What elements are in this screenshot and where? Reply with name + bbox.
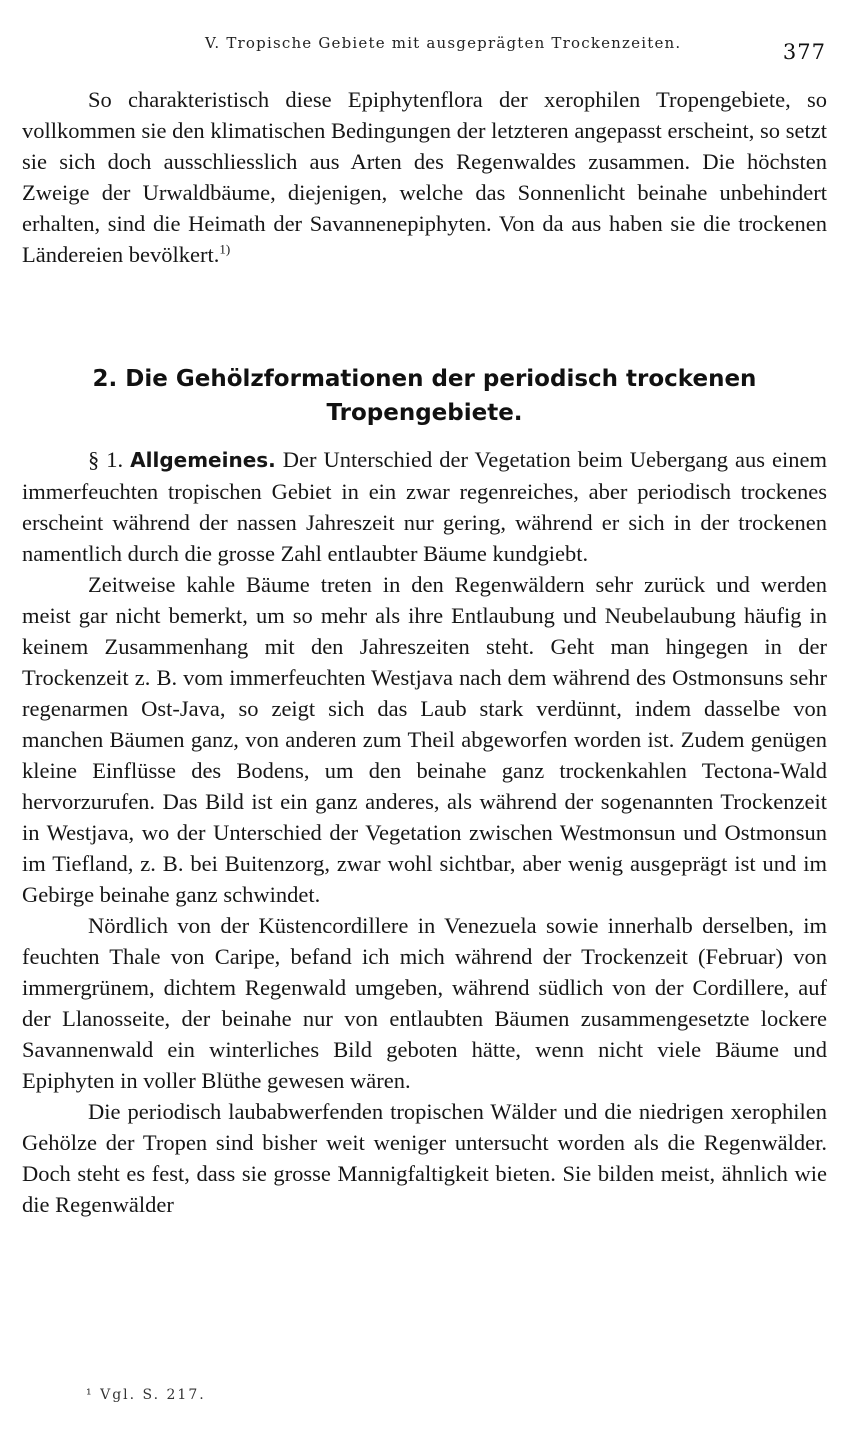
paragraph-text: So charakteristisch diese Epiphytenflora der xerophilen Tropengebiete, so vollkommen sie den klimatischen Bedingungen der letzteren angepasst erscheint, so setzt sie sich doch ausschliesslich aus Arten des Regenwaldes zusammen. Die höchsten Zweige der Urwaldbäume, diejenigen, welche das Sonnenlicht beinahe unbehindert erhalten, sind die Heimath der Savannenepiphyten. Von da aus haben sie die trockenen Ländereien bevölkert. xyxy=(22,87,827,267)
paragraph xyxy=(22,444,827,569)
paragraph xyxy=(22,569,827,910)
footnote-marker: ¹ xyxy=(86,1387,94,1403)
paragraph xyxy=(22,910,827,1096)
paragraph-text: Zeitweise kahle Bäume treten in den Regenwäldern sehr zurück und werden meist gar nicht bemerkt, um so mehr als ihre Entlaubung und Neubelaubung häufig in keinem Zusammenhang mit den Jahreszeiten steht. Geht man hingegen in der Trockenzeit z. B. vom immerfeuchten Westjava nach dem während des Ostmonsuns sehr regenarmen Ost-Java, so zeigt sich das Laub stark verdünnt, indem dasselbe von manchen Bäumen ganz, von anderen zum Theil abgeworfen worden ist. Zudem genügen kleine Einflüsse des Bodens, um den beinahe ganz trockenkahlen Tectona-Wald hervorzurufen. Das Bild ist ein ganz anderes, als während der sogenannten Trockenzeit in Westjava, wo der Unterschied der Vegetation zwischen Westmonsun und Ostmonsun im Tiefland, z. B. bei Buitenzorg, zwar wohl sichtbar, aber wenig ausgeprägt ist und im Gebirge beinahe ganz schwindet. xyxy=(22,572,827,907)
section-body xyxy=(22,444,827,1220)
paragraph-text: Nördlich von der Küstencordillere in Venezuela sowie innerhalb derselben, im feuchten Thale von Caripe, befand ich mich während der Trockenzeit (Februar) von immergrünem, dichtem Regenwald umgeben, während südlich von der Cordillere, auf der Llanosseite, der beinahe nur von entlaubten Bäumen zusammengesetzte lockere Savannenwald ein winterliches Bild geboten hätte, wenn nicht viele Bäume und Epiphyten in voller Blüthe gewesen wären. xyxy=(22,913,827,1093)
section-heading xyxy=(22,362,827,430)
subsection-title: Allgemeines. xyxy=(130,448,276,472)
paragraph xyxy=(22,1096,827,1220)
intro-paragraph-block xyxy=(22,84,827,270)
paragraph xyxy=(22,84,827,270)
footnote-reference: 1) xyxy=(219,241,231,257)
footnote xyxy=(86,1387,206,1403)
footnote-text: Vgl. S. 217. xyxy=(100,1387,206,1403)
running-title: V. Tropische Gebiete mit ausgeprägten Trockenzeiten. xyxy=(205,34,682,52)
paragraph-text: Die periodisch laubabwerfenden tropischen Wälder und die niedrigen xerophilen Gehölze der Tropen sind bisher weit weniger untersucht worden als die Regenwälder. Doch steht es fest, dass sie grosse Mannigfaltigkeit bieten. Sie bilden meist, ähnlich wie die Regenwälder xyxy=(22,1099,827,1217)
section-heading-line-1: 2. Die Gehölzformationen der periodisch trockenen xyxy=(92,366,757,392)
page-number: 377 xyxy=(782,40,826,64)
section-marker: § 1. xyxy=(88,447,124,472)
paragraph-text: Der Unterschied der Vegetation beim Uebergang aus einem immerfeuchten tropischen Gebiet in ein zwar regenreiches, aber periodisch trockenes erscheint während der nassen Jahreszeit nur gering, während er sich in der trockenen namentlich durch die grosse Zahl entlaubter Bäume kundgiebt. xyxy=(22,447,827,566)
section-heading-line-2: Tropengebiete. xyxy=(326,400,523,426)
